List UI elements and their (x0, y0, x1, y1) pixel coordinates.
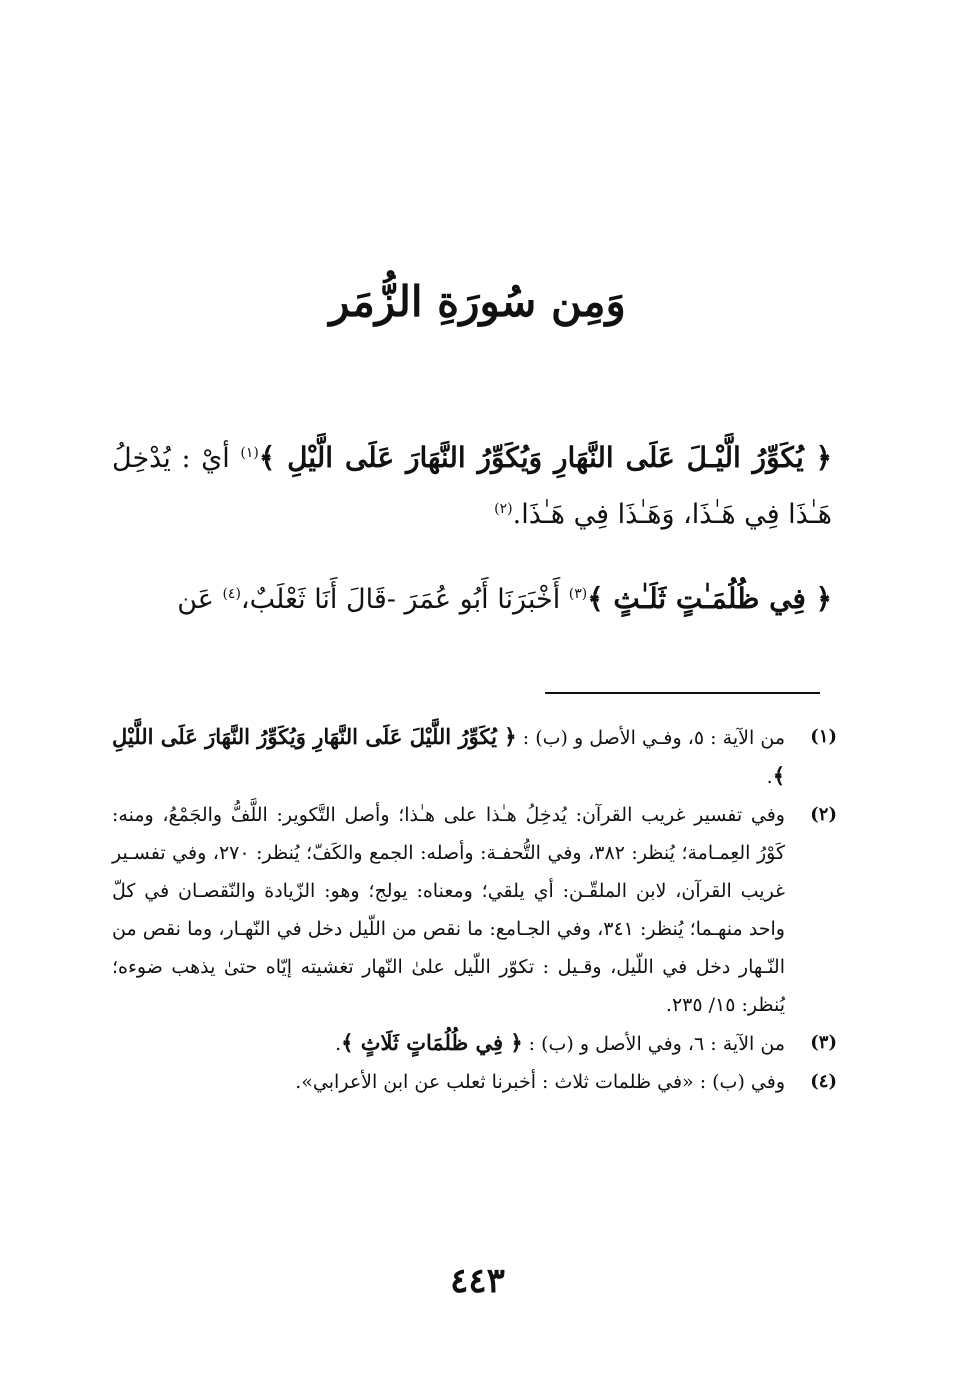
footnote-number: (١) (810, 726, 837, 747)
footnote-verse: ﴿ فِي ظُلُمَاتٍ ثَلَاثٍ ﴾ (341, 1030, 523, 1055)
footnote-number: (٣) (810, 1032, 837, 1053)
footnote-ref-3[interactable]: (٣) (568, 586, 588, 602)
quran-verse-1: ﴿ يُكَوِّرُ الَّيْـلَ عَلَى النَّهَارِ وَيُكَوِّرُ النَّهَارَ عَلَى الَّيْلِ ﴾ (258, 441, 832, 474)
quran-verse-2: ﴿ فِي ظُلُمَـٰتٍ ثَلَـٰثٍ ﴾ (587, 582, 832, 615)
footnote-4 (112, 1063, 837, 1101)
paragraph-1 (112, 430, 832, 543)
main-text (112, 430, 832, 628)
footnote-text: وفي (ب) : «في ظلمات ثلاث : أخبرنا ثعلب عن ابن الأعرابي». (295, 1071, 785, 1093)
footnote-ref-4[interactable]: (٤) (222, 586, 241, 602)
footnote-3 (112, 1024, 837, 1063)
page-number: ٤٤٣ (450, 1261, 505, 1301)
footnote-separator (545, 692, 820, 694)
footnote-ref-2[interactable]: (٢) (494, 501, 513, 517)
footnote-punct: . (766, 766, 773, 788)
footnote-number: (٤) (810, 1071, 837, 1092)
footnote-number: (٢) (810, 804, 837, 825)
footnote-text: من الآية : ٥، وفـي الأصل و (ب) : (516, 727, 785, 749)
footnote-2 (112, 796, 837, 1024)
footnote-ref-1[interactable]: (١) (240, 445, 259, 461)
footnote-text: من الآية : ٦، وفي الأصل و (ب) : (522, 1033, 785, 1055)
footnote-punct: . (335, 1033, 342, 1055)
paragraph-1-text: أيْ : يُدْخِلُ هَـٰذَا فِي هَـٰذَا، وَهَـٰذَا فِي هَـٰذَا. (112, 443, 832, 530)
chapter-title: وَمِن سُورَةِ الزُّمَر (329, 277, 626, 326)
paragraph-2-text: أَخْبَرَنَا أَبُو عُمَرَ -قَالَ أَنَا ثَعْلَبٌ، (240, 584, 569, 615)
footnotes (112, 718, 837, 1101)
footnote-verse: ﴿ يُكَوِّرُ اللَّيْلَ عَلَى النَّهَارِ وَيُكَوِّرُ النَّهَارَ عَلَى اللَّيْلِ ﴾ (112, 724, 785, 788)
paragraph-2 (112, 571, 832, 628)
footnote-text: وفي تفسير غريب القرآن: يُدخِلُ هـٰذا على هـٰذا؛ وأصل التَّكوير: اللَّفُّ والجَمْعُ، ومنه: كَوْرُ العِمـامة؛ يُنظر: ٣٨٢، وفي التُّحفـة: وأصله: الجمع والكَفّ؛ يُنظر: ٢٧٠، وفي تفسـير غريب القرآن، لابن الملقّـن: أي يلقي؛ ومعناه: يولج؛ وهو: الزّيادة والنّقصـان في كلّ واحد منهـما؛ يُنظر: ٣٤١، وفي الجـامع: ما نقص من اللّيل دخل في النّهـار، وما نقص من النّـهار دخل في اللّيل، وقـيل : تكوّر اللّيل علىٰ النّهار تغشيته إيّاه حتىٰ يذهب ضوءه؛ يُنظر: ١٥/ ٢٣٥. (112, 804, 785, 1016)
paragraph-2-text-end: عَن (177, 584, 223, 615)
footnote-1 (112, 718, 837, 796)
